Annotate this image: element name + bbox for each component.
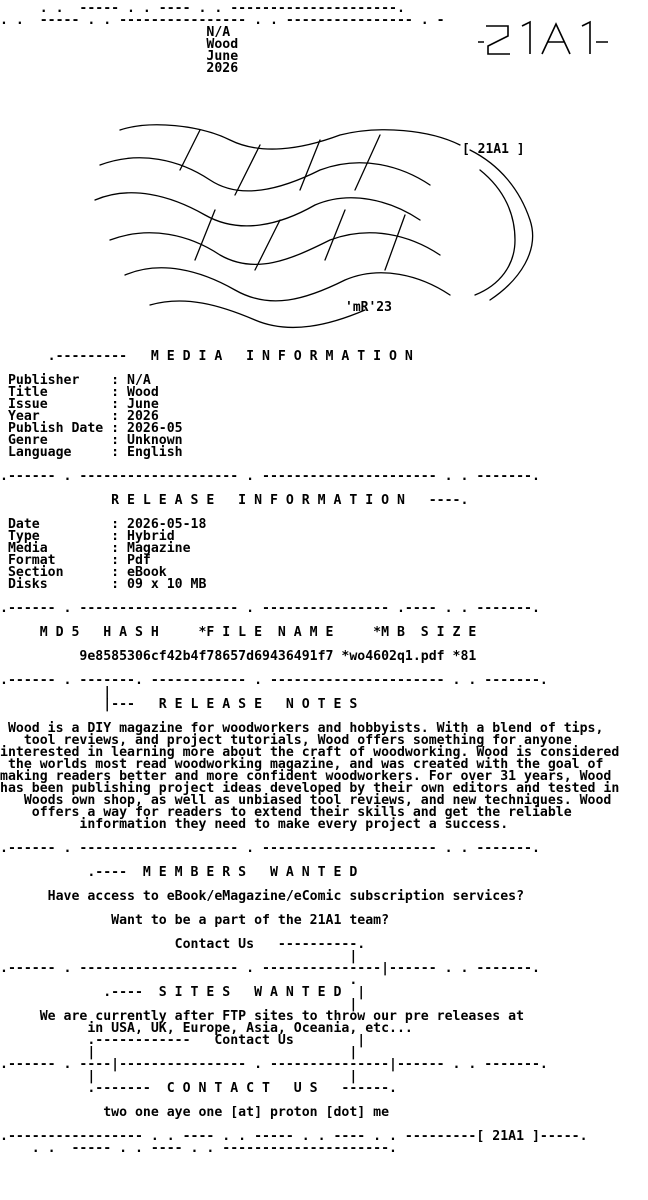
nfo-line: Have access to eBook/eMagazine/eComic subscription services?: [0, 889, 525, 904]
nfo-line: .------ . ----|---------------- . ---------------|------ . . -------.: [0, 1057, 548, 1072]
nfo-line: two one aye one [at] proton [dot] me: [0, 1105, 390, 1120]
nfo-line: | |: [0, 1045, 358, 1060]
nfo-line: offers a way for readers to extend their skills and get the reliable: [0, 805, 572, 820]
nfo-line: . . ----- . . ---------------- . . ---------------- . -: [0, 13, 445, 28]
nfo-line: 9e8585306cf42b4f78657d69436491f7 *wo4602q1.pdf *81: [0, 649, 477, 664]
nfo-line: |: [0, 997, 358, 1012]
nfo-line: Genre : Unknown: [0, 433, 183, 448]
nfo-line: the worlds most read woodworking magazine, and was created with the goal of: [0, 757, 604, 772]
nfo-line: .---- S I T E S W A N T E D |: [0, 985, 366, 1000]
nfo-line: . . ----- . . ---- . . ---------------------.: [0, 1141, 397, 1156]
nfo-line: Wood: [0, 37, 239, 52]
nfo-line: N/A: [0, 25, 231, 40]
nfo-line: M D 5 H A S H *F I L E N A M E *M B S I Z E: [0, 625, 477, 640]
nfo-line: .--------- M E D I A I N F O R M A T I O N: [0, 349, 413, 364]
nfo-line: .------ . -------------------- . ---------------------- . . -------.: [0, 469, 540, 484]
nfo-line: We are currently after FTP sites to throw our pre releases at: [0, 1009, 525, 1024]
nfo-line: information they need to make every project a success.: [0, 817, 509, 832]
nfo-line: | |: [0, 1069, 358, 1084]
ascii-logo-art: [0, 110, 648, 350]
nfo-line: Publish Date : 2026-05: [0, 421, 183, 436]
nfo-line: .: [0, 973, 358, 988]
nfo-line: Want to be a part of the 21A1 team?: [0, 913, 390, 928]
banner-group-tag: [ 21A1 ]: [462, 142, 525, 157]
nfo-line: R E L E A S E I N F O R M A T I O N ----.: [0, 493, 469, 508]
nfo-line: tool reviews, and project tutorials, Wood offers something for anyone: [0, 733, 572, 748]
nfo-line: .------ . -------------------- . ---------------------- . . -------.: [0, 841, 540, 856]
nfo-line: .------------ Contact Us |: [0, 1033, 366, 1048]
nfo-line: interested in learning more about the craft of woodworking. Wood is considered: [0, 745, 620, 760]
nfo-line: has been publishing project ideas developed by their own editors and tested in: [0, 781, 620, 796]
nfo-line: |: [0, 949, 358, 964]
nfo-line: 2026: [0, 61, 239, 76]
nfo-line: .----------------- . . ---- . . ----- . . ---- . . ---------[ 21A1 ]-----.: [0, 1129, 588, 1144]
nfo-line: Section : eBook: [0, 565, 167, 580]
nfo-line: Contact Us ----------.: [0, 937, 366, 952]
nfo-line: Format : Pdf: [0, 553, 151, 568]
nfo-line: [0, 87, 648, 99]
nfo-line: |--- R E L E A S E N O T E S: [0, 697, 358, 712]
nfo-line: .------ . -------------------- . ---------------|------ . . -------.: [0, 961, 540, 976]
nfo-line: Media : Magazine: [0, 541, 191, 556]
nfo-line: Date : 2026-05-18: [0, 517, 207, 532]
nfo-line: making readers better and more confident woodworkers. For over 31 years, Wood: [0, 769, 612, 784]
nfo-line: [0, 75, 648, 87]
nfo-line: Type : Hybrid: [0, 529, 175, 544]
nfo-line: Year : 2026: [0, 409, 159, 424]
nfo-line: Publisher : N/A: [0, 373, 151, 388]
nfo-line: .------ . -------------------- . ---------------- .---- . . -------.: [0, 601, 540, 616]
logo-21a1-svg: [478, 16, 608, 60]
banner-artist-tag: 'mR'23: [345, 300, 392, 315]
nfo-line: Disks : 09 x 10 MB: [0, 577, 207, 592]
nfo-line: .---- M E M B E R S W A N T E D: [0, 865, 358, 880]
header-logo: [478, 16, 608, 60]
nfo-line: June: [0, 49, 239, 64]
nfo-line: Issue : June: [0, 397, 159, 412]
nfo-line: Language : English: [0, 445, 183, 460]
nfo-line: Wood is a DIY magazine for woodworkers and hobbyists. With a blend of tips,: [0, 721, 604, 736]
nfo-line: Title : Wood: [0, 385, 159, 400]
nfo-line: .------ . -------. ------------ . ---------------------- . . -------.: [0, 673, 548, 688]
nfo-line: |: [0, 685, 112, 700]
nfo-line: in USA, UK, Europe, Asia, Oceania, etc...: [0, 1021, 413, 1036]
nfo-line: . . ----- . . ---- . . ---------------------.: [0, 1, 405, 16]
nfo-line: Woods own shop, as well as unbiased tool reviews, and new techniques. Wood: [0, 793, 612, 808]
logo-art-svg: [0, 110, 648, 350]
nfo-line: .------- C O N T A C T U S ------.: [0, 1081, 397, 1096]
